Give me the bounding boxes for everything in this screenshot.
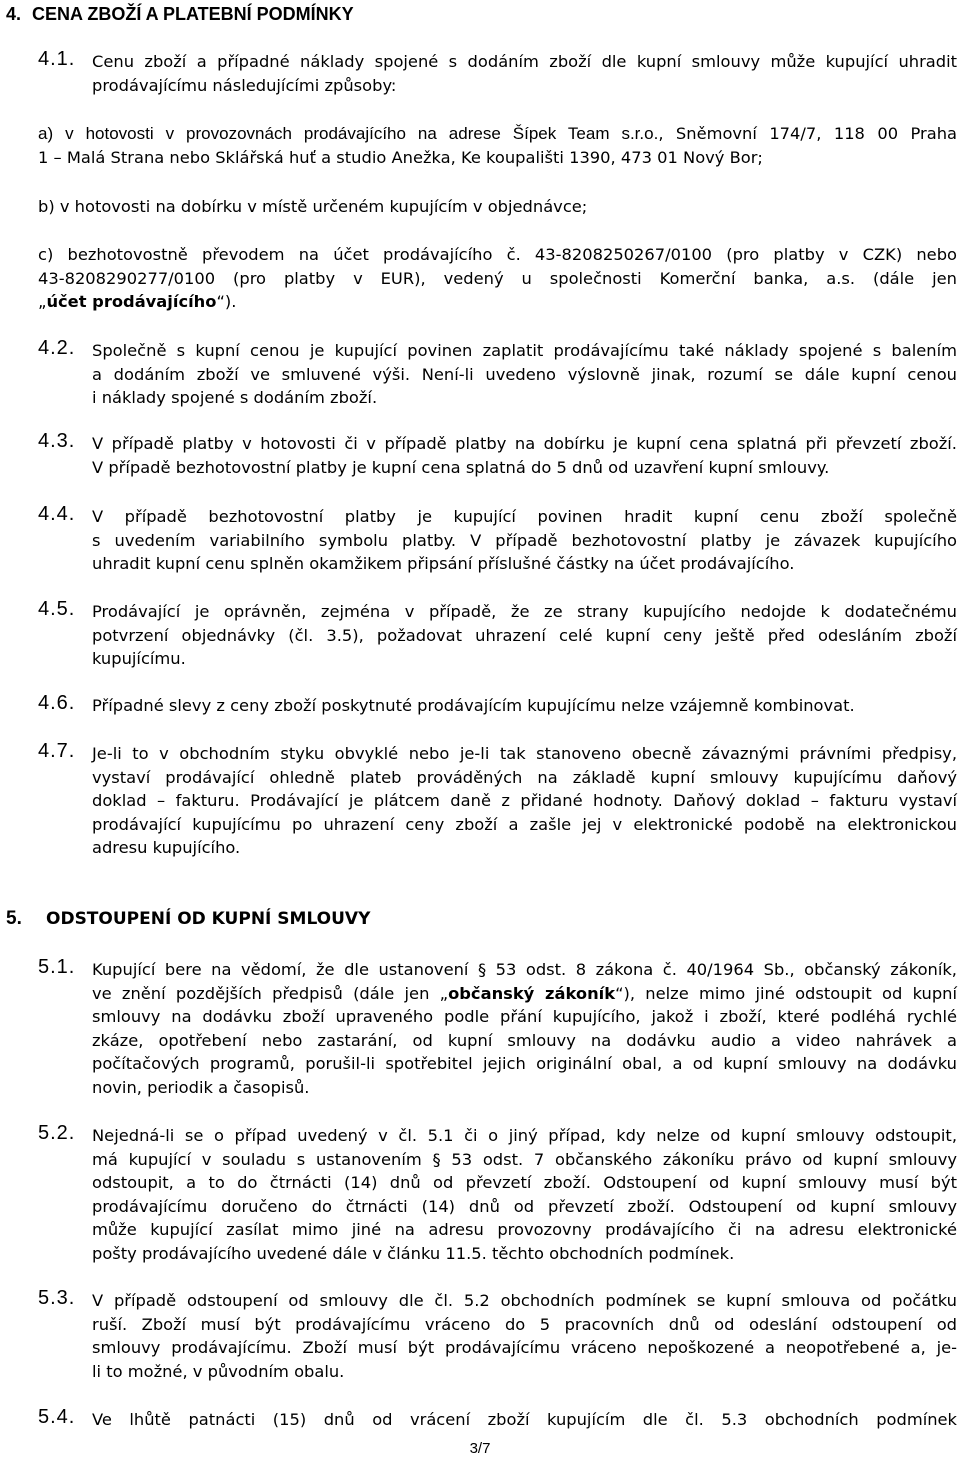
clause-5-2-text: Nejedná-li se o případ uvedený v čl. 5.1 či o jiný případ, kdy nelze od kupní smlouvy odstoupit, má kupující v souladu s ustanovením § 53 odst. 7 občanského zákoníku právo od kupní smlouvy odstoupit, a to do čtrnácti (14) dnů od převzetí zboží. Odstoupení od kupní smlouvy musí být prodávajícímu doručeno do čtrnácti (14) dnů od převzetí zboží. Odstoupení od kupní smlouvy může kupující zasílat mimo jiné na adresu provozovny prodávajícího či na adresu elektronické pošty prodávajícího uvedené dále v článku 11.5. těchto obchodních podmínek. xyxy=(92,1126,957,1263)
section-4-heading xyxy=(6,4,354,25)
clause-4-7-number: 4.7. xyxy=(38,740,76,762)
clause-4-5-number: 4.5. xyxy=(38,598,76,620)
section-5-title: ODSTOUPENÍ OD KUPNÍ SMLOUVY xyxy=(46,909,371,929)
section-4-number: 4. xyxy=(6,4,22,24)
payment-option-b: b) v hotovosti na dobírku v místě určeném kupujícím v objednávce; xyxy=(38,197,588,216)
defined-term-ucet: účet prodávajícího xyxy=(46,292,217,311)
section-5-heading xyxy=(6,908,370,930)
page-number: 3/7 xyxy=(469,1440,491,1457)
clause-4-4-text: V případě bezhotovostní platby je kupující povinen hradit kupní cenu zboží společně s uvedením variabilního symbolu platby. V případě bezhotovostní platby je závazek kupujícího uhradit kupní cenu splněn okamžikem připsání příslušné částky na účet prodávajícího. xyxy=(92,507,957,573)
clause-4-7-text: Je-li to v obchodním styku obvyklé nebo je-li tak stanoveno obecně závaznými právními předpisy, vystaví prodávající ohledně plateb prováděných na základě kupní smlouvy kupujícímu daňový doklad – fakturu. Prodávající je plátcem daně z přidané hodnoty. Daňový doklad – fakturu vystaví prodávající kupujícímu po uhrazení ceny zboží a zašle jej v elektronické podobě na elektronickou adresu kupujícího. xyxy=(92,744,957,857)
clause-4-6-text: Případné slevy z ceny zboží poskytnuté prodávajícím kupujícímu nelze vzájemně kombinovat. xyxy=(92,696,855,715)
clause-5-3-text: V případě odstoupení od smlouvy dle čl. 5.2 obchodních podmínek se kupní smlouva od počátku ruší. Zboží musí být prodávajícímu vráceno do 5 pracovních dnů od odeslání odstoupení od smlouvy prodávajícímu. Zboží musí být prodávajícímu vráceno nepoškozené a neopotřebené a, je- li to možné, v původním obalu. xyxy=(92,1291,957,1381)
clause-4-5-text: Prodávající je oprávněn, zejména v případě, že ze strany kupujícího nedojde k dodatečnému potvrzení objednávky (čl. 3.5), požadovat uhrazení celé kupní ceny ještě před odesláním zboží kupujícímu. xyxy=(92,602,957,668)
clause-5-3-number: 5.3. xyxy=(38,1287,76,1309)
clause-4-1-number: 4.1. xyxy=(38,48,76,70)
clause-4-1-text: Cenu zboží a případné náklady spojené s dodáním zboží dle kupní smlouvy může kupující uhradit prodávajícímu následujícími způsoby: xyxy=(92,52,957,95)
payment-option-c: c) bezhotovostně převodem na účet prodávajícího č. 43-8208250267/0100 (pro platby v CZK) nebo 43-8208290277/0100 (pro platby v EUR), vedený u společnosti Komerční banka, a.s. (dále jen „účet prodávajícího“). xyxy=(38,245,957,311)
clause-4-3-number: 4.3. xyxy=(38,430,76,452)
clause-5-1-text: Kupující bere na vědomí, že dle ustanovení § 53 odst. 8 zákona č. 40/1964 Sb., občanský zákoník, ve znění pozdějších předpisů (dále jen „občanský zákoník“), nelze mimo jiné odstoupit od kupní smlouvy na dodávku zboží upraveného podle přání kupujícího, jakož i zboží, které podléhá rychlé zkáze, opotřebení nebo zastarání, od kupní smlouvy na dodávku audio a video nahrávek a počítačových programů, porušil-li spotřebitel jejich originální obal, a od kupní smlouvy na dodávku novin, periodik a časopisů. xyxy=(92,960,958,1097)
section-4-title: CENA ZBOŽÍ A PLATEBNÍ PODMÍNKY xyxy=(32,4,354,24)
payment-option-a: a) v hotovosti v provozovnách prodávajícího na adrese Šípek Team s.r.o., Sněmovní 174/7, 118 00 Praha 1 – Malá Strana nebo Sklářská huť a studio Anežka, Ke koupališti 1390, 473 01 Nový Bor; xyxy=(38,124,957,167)
clause-5-2-number: 5.2. xyxy=(38,1122,76,1144)
clause-4-6-number: 4.6. xyxy=(38,692,76,714)
clause-4-3-text: V případě platby v hotovosti či v případě platby na dobírku je kupní cena splatná při převzetí zboží. V případě bezhotovostní platby je kupní cena splatná do 5 dnů od uzavření kupní smlouvy. xyxy=(92,434,957,477)
clause-4-2-number: 4.2. xyxy=(38,337,76,359)
clause-4-4-number: 4.4. xyxy=(38,503,76,525)
clause-4-2-text: Společně s kupní cenou je kupující povinen zaplatit prodávajícímu také náklady spojené s balením a dodáním zboží ve smluvené výši. Není-li uvedeno výslovně jinak, rozumí se dále kupní cenou i náklady spojené s dodáním zboží. xyxy=(92,341,957,407)
defined-term-obcansky-zakonik: občanský zákoník xyxy=(448,983,616,1003)
clause-5-4-text: Ve lhůtě patnácti (15) dnů od vrácení zboží kupujícím dle čl. 5.3 obchodních podmínek xyxy=(92,1410,957,1429)
section-5-number: 5. xyxy=(6,908,22,929)
clause-5-1-number: 5.1. xyxy=(38,956,76,978)
clause-5-4-number: 5.4. xyxy=(38,1406,76,1428)
